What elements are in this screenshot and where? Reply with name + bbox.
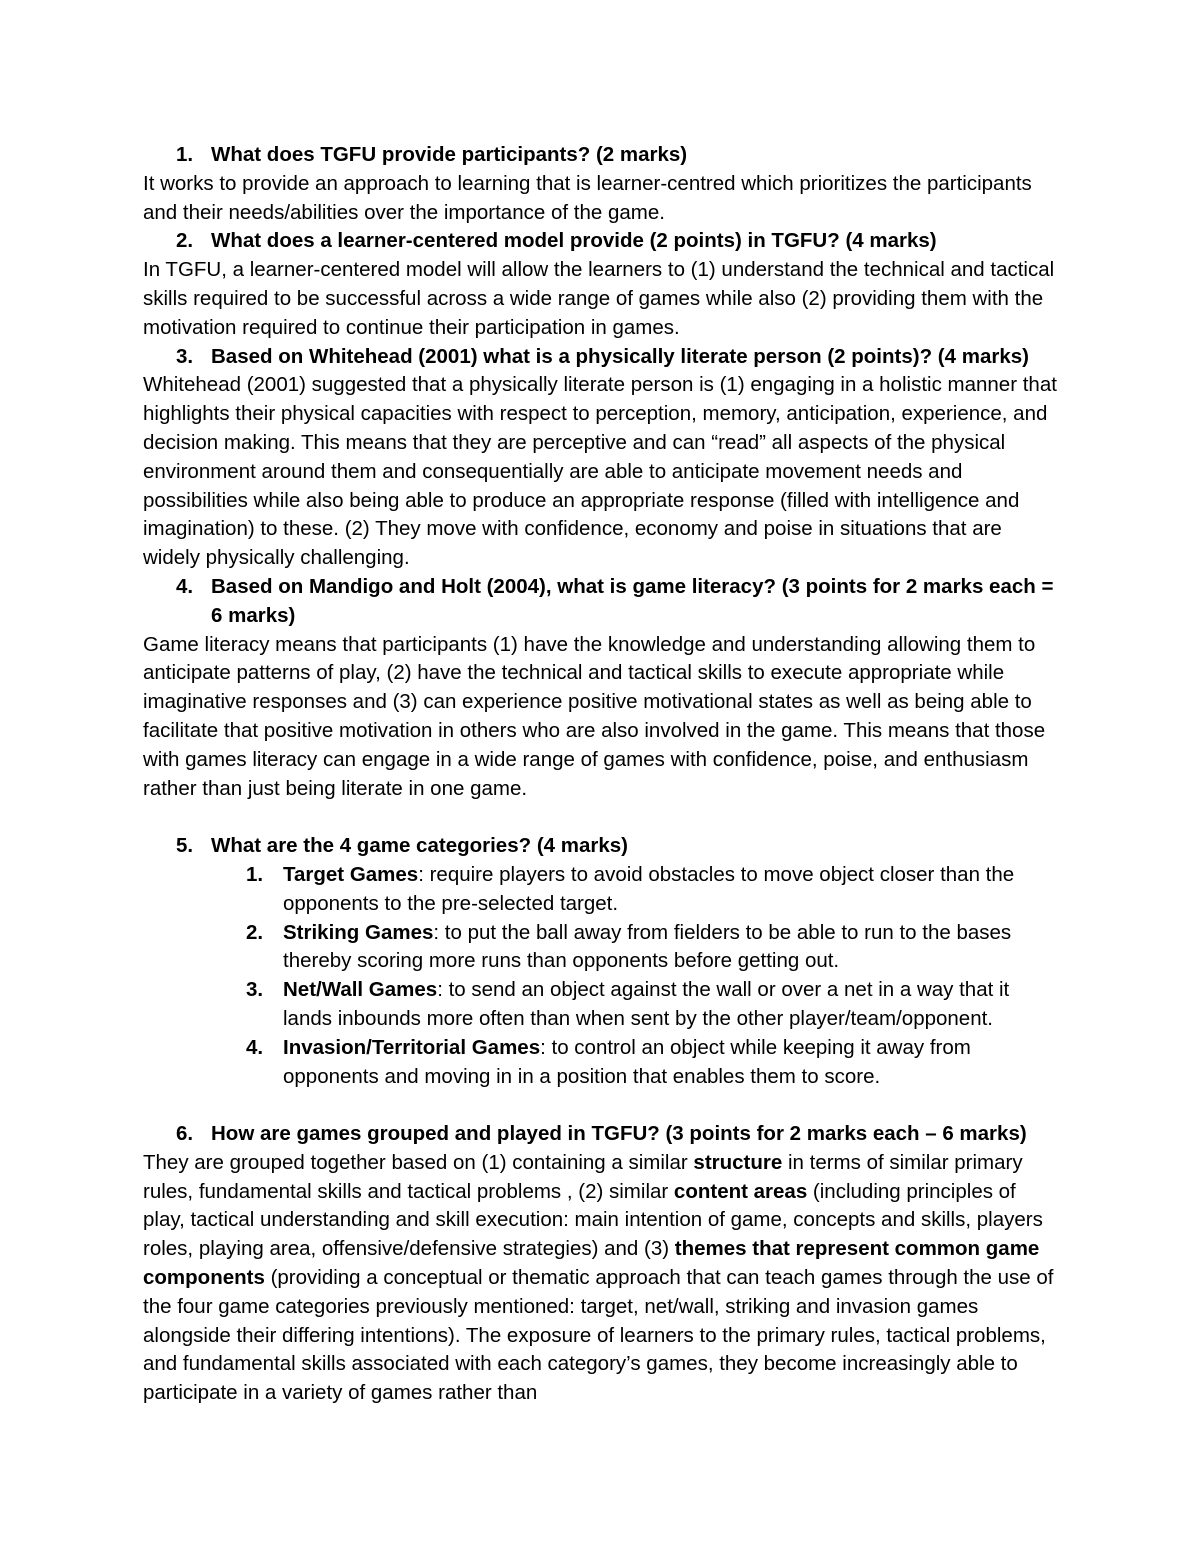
answer-text: (providing a conceptual or thematic approach that can teach games through the use of the four game categories previously mentioned: target, net/wall, striking and invasion games alongside their differing intentions). The exposure of learners to the primary rules, tactical problems, and fundamental skills associated with each category’s games, they become increasingly able to participate in a variety of games rather than (143, 1266, 1054, 1405)
answer-text: They are grouped together based on (1) containing a similar (143, 1150, 694, 1174)
question-number: 2. (176, 229, 194, 253)
question-1 (143, 141, 1063, 170)
category-description: : to control an object while keeping it away from opponents and moving in in a position that enables them to score. (283, 1035, 971, 1088)
question-text: What does TGFU provide participants? (2 marks) (211, 143, 688, 166)
answer-keyword-structure: structure (693, 1150, 783, 1174)
answer-text: in terms of similar primary rules, fundamental skills and tactical problems , (2) similar (143, 1150, 1023, 1203)
question-3 (143, 343, 1063, 372)
blank-line (143, 803, 1063, 832)
question-text: Based on Whitehead (2001) what is a physically literate person (2 points)? (4 marks) (211, 344, 1029, 368)
question-number: 4. (176, 574, 194, 598)
category-item-striking (143, 919, 1063, 977)
answer-keyword-content-areas: content areas (673, 1179, 808, 1203)
category-term: Target Games (283, 862, 419, 886)
category-description: : require players to avoid obstacles to move object closer than the opponents to the pre-selected target. (283, 862, 1015, 915)
category-number: 3. (246, 978, 264, 1002)
answer-3: Whitehead (2001) suggested that a physically literate person is (1) engaging in a holistic manner that highlights their physical capacities with respect to perception, memory, anticipation, experience, and decision making. This means that they are perceptive and can “read” all aspects of the physical environment around them and consequentially are able to anticipate movement needs and possibilities while also being able to produce an appropriate response (filled with intelligence and imagination) to these. (2) They move with confidence, economy and poise in situations that are widely physically challenging. (143, 373, 1057, 570)
category-item-net-wall (143, 976, 1063, 1034)
answer-1: It works to provide an approach to learning that is learner-centred which prioritizes the participants and their needs/abilities over the importance of the game. (143, 171, 1032, 224)
category-term: Invasion/Territorial Games (283, 1035, 541, 1059)
question-number: 5. (176, 834, 194, 858)
question-5 (143, 832, 1063, 861)
answer-4: Game literacy means that participants (1) have the knowledge and understanding allowing them to anticipate patterns of play, (2) have the technical and tactical skills to execute appropriate while imaginative responses and (3) can experience positive motivational states as well as being able to facilitate that positive motivation in others who are also involved in the game. This means that those with games literacy can engage in a wide range of games with confidence, poise, and enthusiasm rather than just being literate in one game. (143, 632, 1046, 800)
question-text: How are games grouped and played in TGFU? (3 points for 2 marks each – 6 marks) (211, 1122, 1027, 1146)
question-text: What does a learner-centered model provide (2 points) in TGFU? (4 marks) (211, 229, 937, 253)
question-number: 1. (176, 143, 194, 166)
answer-2: In TGFU, a learner-centered model will allow the learners to (1) understand the technical and tactical skills required to be successful across a wide range of games while also (2) providing them with the motivation required to continue their participation in games. (143, 258, 1055, 339)
category-term: Striking Games (283, 920, 434, 944)
document-body (143, 141, 1063, 1408)
category-term: Net/Wall Games (283, 978, 438, 1002)
category-text (283, 1034, 1063, 1092)
category-text (283, 976, 1063, 1034)
answer-keyword-themes: themes that represent common game components (143, 1237, 1040, 1290)
question-text: Based on Mandigo and Holt (2004), what is game literacy? (3 points for 2 marks each = 6 marks) (211, 574, 1054, 627)
category-description: : to send an object against the wall or over a net in a way that it lands inbounds more often than when sent by the other player/team/opponent. (283, 978, 1010, 1030)
answer-text: (including principles of play, tactical understanding and skill execution: main intention of game, concepts and skills, players roles, playing area, offensive/defensive strategies) and (3) (143, 1179, 1043, 1261)
question-number: 6. (176, 1122, 194, 1146)
category-number: 4. (246, 1035, 264, 1059)
category-number: 2. (246, 920, 264, 944)
category-text (283, 919, 1063, 977)
question-text: What are the 4 game categories? (4 marks) (211, 834, 628, 858)
category-number: 1. (246, 862, 264, 886)
question-2 (143, 227, 1063, 256)
category-item-target (143, 861, 1063, 919)
answer-6 (143, 1149, 1063, 1408)
question-4 (143, 573, 1063, 631)
category-item-invasion (143, 1034, 1063, 1092)
question-number: 3. (176, 344, 194, 368)
question-6 (143, 1120, 1063, 1149)
category-description: : to put the ball away from fielders to be able to run to the bases thereby scoring more runs than opponents before getting out. (283, 920, 1012, 973)
category-text (283, 861, 1063, 919)
blank-line (143, 1091, 1063, 1120)
